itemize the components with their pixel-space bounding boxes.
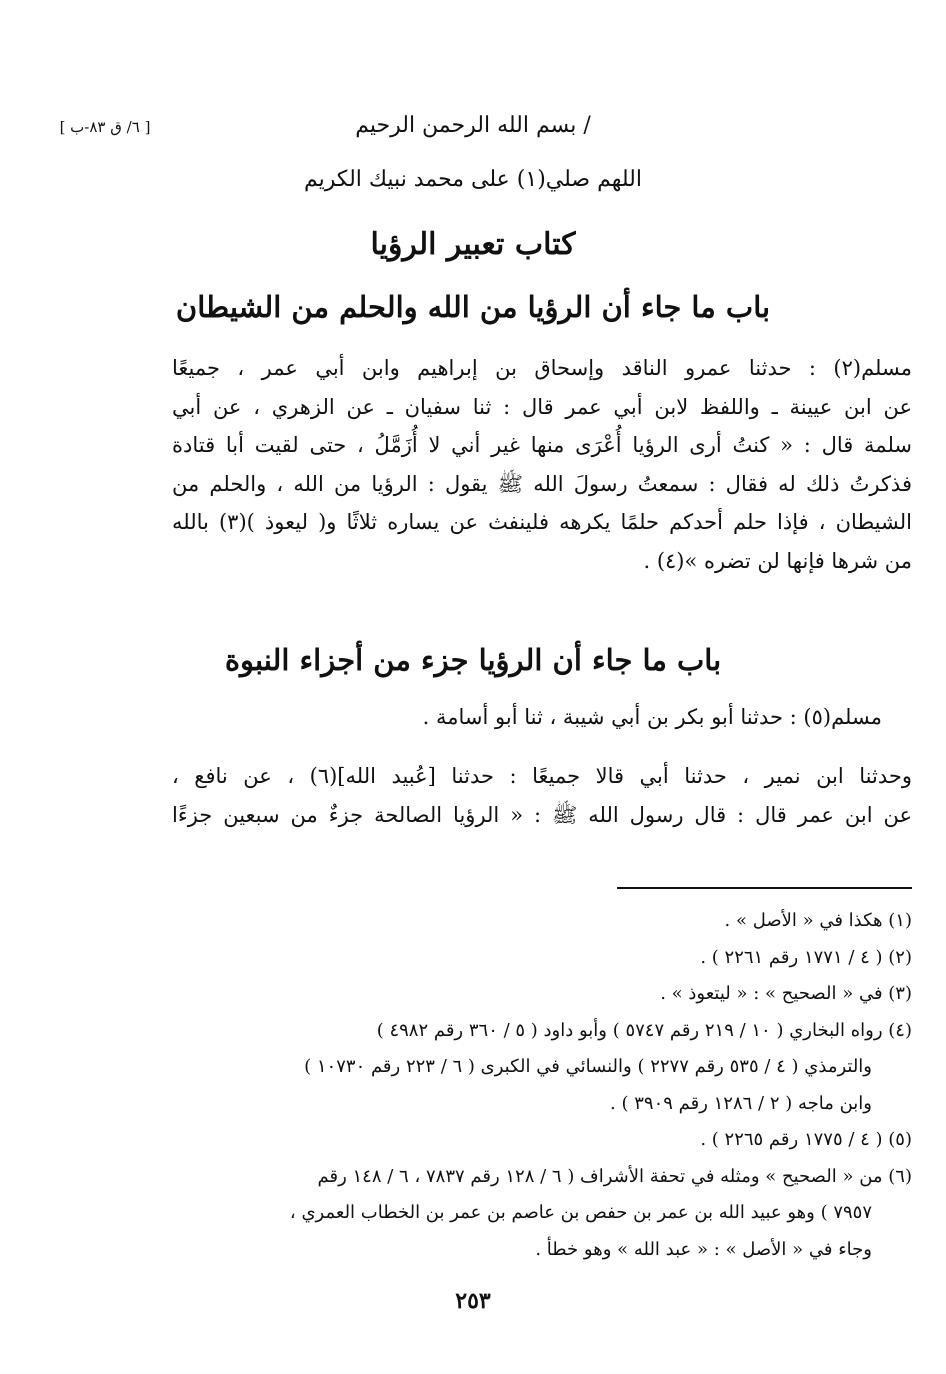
footnote-line: (٣) في « الصحيح » : « ليتعوذ » .: [660, 983, 912, 1004]
text-line: سلمة قال : « كنتُ أرى الرؤيا أُعْرَى منها غير أني لا أُزَمَّلُ ، حتى لقيت أبا قتادة: [172, 433, 912, 457]
chapter-1-text: [172, 349, 912, 580]
text-line: مسلم(٥) : حدثنا أبو بكر بن أبي شيبة ، ثنا أبو أسامة .: [422, 705, 882, 729]
footnote-divider: [617, 887, 912, 889]
text-line: فذكرتُ ذلك له فقال : سمعتُ رسولَ الله ﷺ يقول : الرؤيا من الله ، والحلم من: [172, 471, 912, 496]
footnote-line: (٥) ( ٤ / ١٧٧٥ رقم ٢٢٦٥ ) .: [700, 1129, 912, 1150]
chapter-2-first-line: [172, 698, 912, 737]
footnote-line: (٦) من « الصحيح » ومثله في تحفة الأشراف ( ٦ / ١٢٨ رقم ٧٨٣٧ ، ٦ / ١٤٨ رقم: [317, 1165, 912, 1187]
text-line: مسلم(٢) : حدثنا عمرو الناقد وإسحاق بن إبراهيم وابن أبي عمر ، جميعًا: [172, 356, 912, 380]
footnote-line: (٤) رواه البخاري ( ١٠ / ٢١٩ رقم ٥٧٤٧ ) وأبو داود ( ٥ / ٣٦٠ رقم ٤٩٨٢ ): [376, 1019, 912, 1041]
chapter-title-1: باب ما جاء أن الرؤيا من الله والحلم من الشيطان: [175, 290, 771, 324]
footnote-line: (١) هكذا في « الأصل » .: [724, 910, 912, 931]
chapter-title-2: باب ما جاء أن الرؤيا جزء من أجزاء النبوة: [224, 643, 722, 677]
footnote-line: وجاء في « الأصل » : « عبد الله » وهو خطأ .: [535, 1238, 872, 1260]
margin-reference: [ ٦/ ق ٨٣-ب ]: [59, 118, 151, 136]
text-line: الشيطان ، فإذا حلم أحدكم حلمًا يكرهه فلينفث عن يساره ثلاثًا و( ليعوذ )(٣) بالله: [172, 510, 912, 534]
book-title: كتاب تعبير الرؤيا: [370, 227, 576, 262]
text-line: وحدثنا ابن نمير ، حدثنا أبي قالا جميعًا : حدثنا [عُبيد الله](٦) ، عن نافع ،: [172, 764, 912, 788]
text-line: من شرها فإنها لن تضره »(٤) .: [643, 548, 912, 573]
footnote-line: وابن ماجه ( ٢ / ١٢٨٦ رقم ٣٩٠٩ ) .: [610, 1092, 872, 1114]
page-number: ٢٥٣: [455, 1288, 491, 1314]
footnote-line: (٢) ( ٤ / ١٧٧١ رقم ٢٢٦١ ) .: [700, 946, 912, 968]
text-line: عن ابن عمر قال : قال رسول الله ﷺ : « الرؤيا الصالحة جزءٌ من سبعين جزءًا: [172, 802, 912, 827]
footnote-line: والترمذي ( ٤ / ٥٣٥ رقم ٢٢٧٧ ) والنسائي في الكبرى ( ٦ / ٢٢٣ رقم ١٠٧٣٠ ): [304, 1056, 872, 1077]
footnote-line: ٧٩٥٧ ) وهو عبيد الله بن عمر بن حفص بن عاصم بن عمر بن الخطاب العمري ،: [289, 1202, 872, 1223]
text-line: عن ابن عيينة ـ واللفظ لابن أبي عمر قال : ثنا سفيان ـ عن الزهري ، عن أبي: [172, 394, 912, 419]
salat-line: اللهم صلي(١) على محمد نبيك الكريم: [304, 167, 642, 192]
basmala: / بسم الله الرحمن الرحيم: [355, 113, 591, 138]
chapter-2-text: [172, 757, 912, 834]
footnotes: [172, 903, 912, 1268]
